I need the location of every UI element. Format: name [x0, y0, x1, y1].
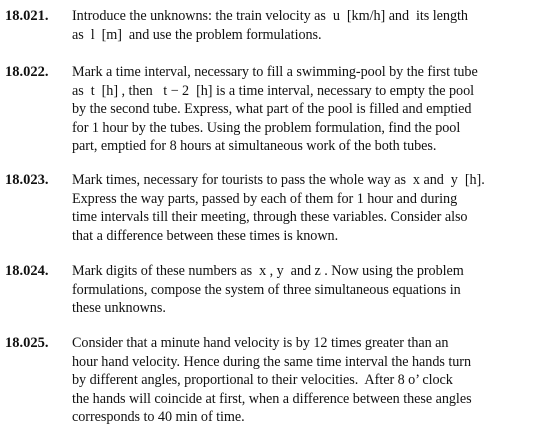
text-line: as t [h] , then t − 2 [h] is a time interval, necessary to empty the pool: [72, 82, 475, 99]
text-line: the hands will coincide at first, when a difference between these angles: [72, 390, 472, 407]
problem-text: [72, 171, 542, 245]
text-line: Introduce the unknowns: the train velocity as u [km/h] and its length: [72, 8, 468, 24]
text-line: hour hand velocity. Hence during the same time interval the hands turn: [72, 353, 472, 370]
text-line: these unknowns.: [72, 300, 166, 316]
text-line: by the second tube. Express, what part of the pool is filled and emptied: [72, 101, 472, 117]
text-line: Mark digits of these numbers as x , y and z . Now using the problem: [72, 263, 464, 279]
text-line: as l [m] and use the problem formulations.: [72, 26, 322, 43]
text-line: corresponds to 40 min of time.: [72, 409, 245, 425]
problem-number: 18.021.: [5, 8, 49, 24]
text-line: Express the way parts, passed by each of them for 1 hour and during: [72, 190, 458, 207]
text-line: Consider that a minute hand velocity is by 12 times greater than an: [72, 335, 449, 351]
problem-number: 18.022.: [5, 64, 49, 80]
problem-text: [72, 63, 542, 156]
text-line: Mark a time interval, necessary to fill a swimming-pool by the first tube: [72, 64, 478, 80]
problem-text: [72, 262, 542, 318]
text-line: that a difference between these times is known.: [72, 227, 339, 244]
problem-text: [72, 334, 542, 427]
text-line: by different angles, proportional to their velocities. After 8 o’ clock: [72, 372, 453, 388]
problem-number: 18.024.: [5, 263, 49, 279]
text-line: part, emptied for 8 hours at simultaneous work of the both tubes.: [72, 138, 437, 154]
problem-text: [72, 7, 542, 44]
text-line: time intervals till their meeting, through these variables. Consider also: [72, 209, 468, 225]
text-line: formulations, compose the system of three simultaneous equations in: [72, 281, 461, 298]
problem-number: 18.023.: [5, 172, 49, 188]
text-line: for 1 hour by the tubes. Using the problem formulation, find the pool: [72, 119, 461, 136]
problem-number: 18.025.: [5, 335, 49, 351]
text-line: Mark times, necessary for tourists to pass the whole way as x and y [h].: [72, 172, 485, 188]
